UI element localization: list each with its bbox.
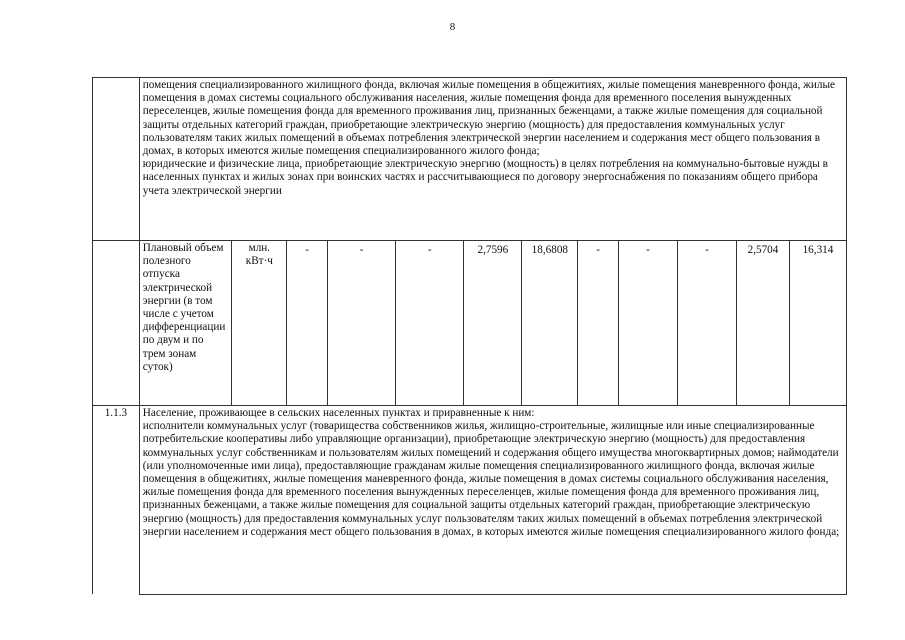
data-row — [93, 241, 847, 406]
section-number: 1.1.3 — [93, 406, 140, 595]
indicator-label: Плановый объем полезного отпуска электрической энергии (в том числе с учетом дифференциации по двум и по трем зонам суток) — [139, 241, 232, 406]
continuation-row — [93, 78, 847, 241]
row-number-cell — [93, 78, 140, 241]
value-cell: - — [396, 241, 464, 406]
value-cell: 18,6808 — [522, 241, 578, 406]
row-number-cell — [93, 241, 140, 406]
value-cell: 16,314 — [789, 241, 846, 406]
value-cell: - — [328, 241, 396, 406]
value-cell: - — [678, 241, 737, 406]
tariff-table — [92, 77, 847, 595]
section-heading: Население, проживающее в сельских населенных пунктах и приравненные к ним: — [142, 407, 535, 419]
unit-cell: млн. кВт·ч — [232, 241, 287, 406]
value-cell: - — [619, 241, 678, 406]
value-cell: - — [287, 241, 328, 406]
continuation-text-cell — [139, 78, 846, 241]
value-cell: - — [578, 241, 619, 406]
section-paragraph: исполнители коммунальных услуг (товарищества собственников жилья, жилищно-строительные, жилищные или иные специализированные потребительские кооперативы либо управляющие организации), приобретающие электрическую энергию (мощность) для предоставления коммунальных услуг собственникам и пользователям жилых помещений и содержания общего имущества многоквартирных домов; наймодатели (или уполномоченные ими лица), предоставляющие гражданам жилые помещения специализированного жилищного фонда, включая жилые помещения в общежитиях, жилые помещения маневренного фонда, жилые помещения в домах системы социального обслуживания населения, жилые помещения фонда для временного поселения вынужденных переселенцев, жилые помещения фонда для временного проживания лиц, признанных беженцами, а также жилые помещения для социальной защиты отдельных категорий граждан, приобретающие электрическую энергию (мощность) для предоставления коммунальных услуг пользователям таких жилых помещений в объемах потребления электрической энергии населением и содержания мест общего пользования в домах, в которых имеются жилые помещения специализированного жилого фонда; — [142, 420, 840, 538]
value-cell: 2,5704 — [737, 241, 790, 406]
section-text-cell — [139, 406, 846, 595]
section-row — [93, 406, 847, 595]
consumer-paragraph: юридические и физические лица, приобретающие электрическую энергию (мощность) в целях потребления на коммунально-бытовые нужды в населенных пунктах и жилых зонах при воинских частях и рассчитывающиеся по договору энергоснабжения по показаниям общего прибора учета электрической энергии — [142, 158, 828, 197]
page-number: 8 — [449, 21, 456, 33]
value-cell: 2,7596 — [464, 241, 522, 406]
continuation-paragraph: помещения специализированного жилищного фонда, включая жилые помещения в общежитиях, жилые помещения маневренного фонда, жилые помещения в домах системы социального обслуживания населения, жилые помещения фонда для временного поселения вынужденных переселенцев, жилые помещения фонда для временного проживания лиц, признанных беженцами, а также жилые помещения для социальной защиты отдельных категорий граждан, приобретающие электрическую энергию (мощность) для предоставления коммунальных услуг пользователям таких жилых помещений в объемах потребления электрической энергии населением и содержания мест общего пользования в домах, в которых имеются жилые помещения специализированного жилого фонда; — [142, 79, 835, 158]
